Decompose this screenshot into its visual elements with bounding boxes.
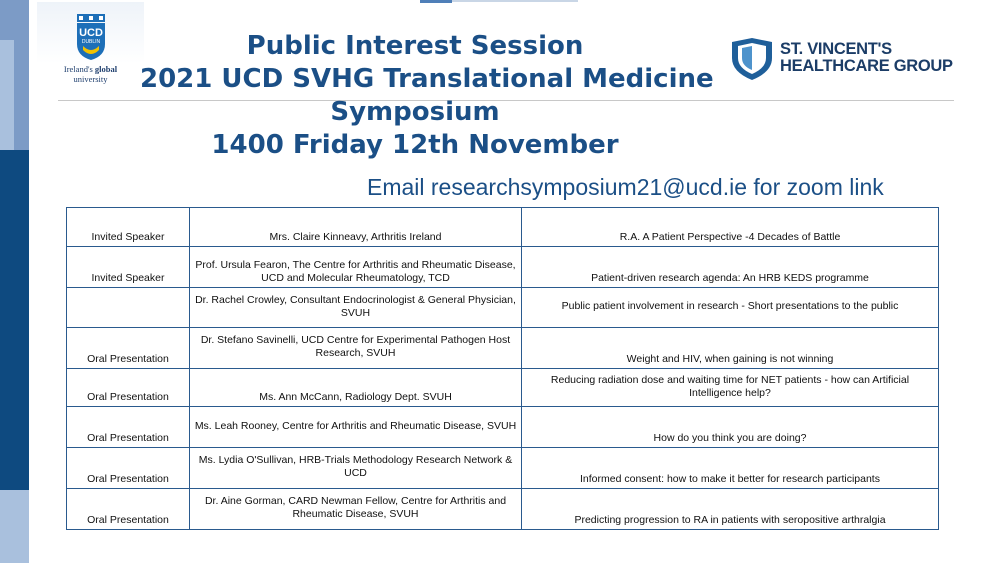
topic: Reducing radiation dose and waiting time for NET patients - how can Artificial Intelligence help? [522,369,939,407]
title-line-1: Public Interest Session [246,31,584,61]
svhg-shield-icon [730,38,774,82]
schedule-table [66,207,939,530]
ucd-logo [37,2,144,90]
page-title [140,30,714,162]
session-type: Invited Speaker [67,208,190,247]
table-row [67,448,939,489]
table-row [67,328,939,369]
left-band-dark [0,150,29,490]
ucd-crest-icon [75,14,107,60]
topic: Public patient involvement in research - Short presentations to the public [522,288,939,328]
session-type: Oral Presentation [67,369,190,407]
title-line-4: 1400 Friday 12th November [211,130,619,160]
table-row [67,288,939,328]
title-line-2: 2021 UCD SVHG Translational Medicine [140,64,714,94]
ucd-tagline-bold: global [94,64,118,74]
table-row [67,407,939,448]
topic: How do you think you are doing? [522,407,939,448]
ucd-sub-wordmark: DUBLIN [81,39,101,45]
topic: R.A. A Patient Perspective -4 Decades of Battle [522,208,939,247]
svhg-wordmark [780,41,953,75]
ucd-tagline [37,64,144,84]
session-type: Invited Speaker [67,247,190,288]
email-instruction: Email researchsymposium21@ucd.ie for zoom link [367,174,884,200]
title-line-3: Symposium [330,97,500,127]
top-accent-line [452,0,578,2]
speaker: Ms. Lydia O'Sullivan, HRB-Trials Methodology Research Network & UCD [190,448,522,489]
ucd-wordmark: UCD [79,27,103,39]
speaker: Ms. Ann McCann, Radiology Dept. SVUH [190,369,522,407]
topic: Predicting progression to RA in patients with seropositive arthralgia [522,489,939,530]
session-type: Oral Presentation [67,448,190,489]
session-type [67,288,190,328]
ucd-tagline-regular: Ireland's [63,64,95,74]
svhg-line2: HEALTHCARE GROUP [780,57,953,75]
topic: Informed consent: how to make it better for research participants [522,448,939,489]
speaker: Dr. Aine Gorman, CARD Newman Fellow, Centre for Arthritis and Rheumatic Disease, SVUH [190,489,522,530]
speaker: Prof. Ursula Fearon, The Centre for Arthritis and Rheumatic Disease, UCD and Molecular Rheumatology, TCD [190,247,522,288]
left-band-accent [14,0,29,150]
top-accent-bar [420,0,452,3]
topic: Weight and HIV, when gaining is not winning [522,328,939,369]
table-row [67,369,939,407]
session-type: Oral Presentation [67,489,190,530]
topic: Patient-driven research agenda: An HRB KEDS programme [522,247,939,288]
table-row [67,208,939,247]
session-type: Oral Presentation [67,407,190,448]
speaker: Dr. Rachel Crowley, Consultant Endocrinologist & General Physician, SVUH [190,288,522,328]
table-row [67,489,939,530]
speaker: Mrs. Claire Kinneavy, Arthritis Ireland [190,208,522,247]
table-row [67,247,939,288]
session-type: Oral Presentation [67,328,190,369]
speaker: Ms. Leah Rooney, Centre for Arthritis and Rheumatic Disease, SVUH [190,407,522,448]
ucd-tagline-line2: university [73,74,108,84]
speaker: Dr. Stefano Savinelli, UCD Centre for Experimental Pathogen Host Research, SVUH [190,328,522,369]
svhg-line1: ST. VINCENT'S [780,40,892,58]
